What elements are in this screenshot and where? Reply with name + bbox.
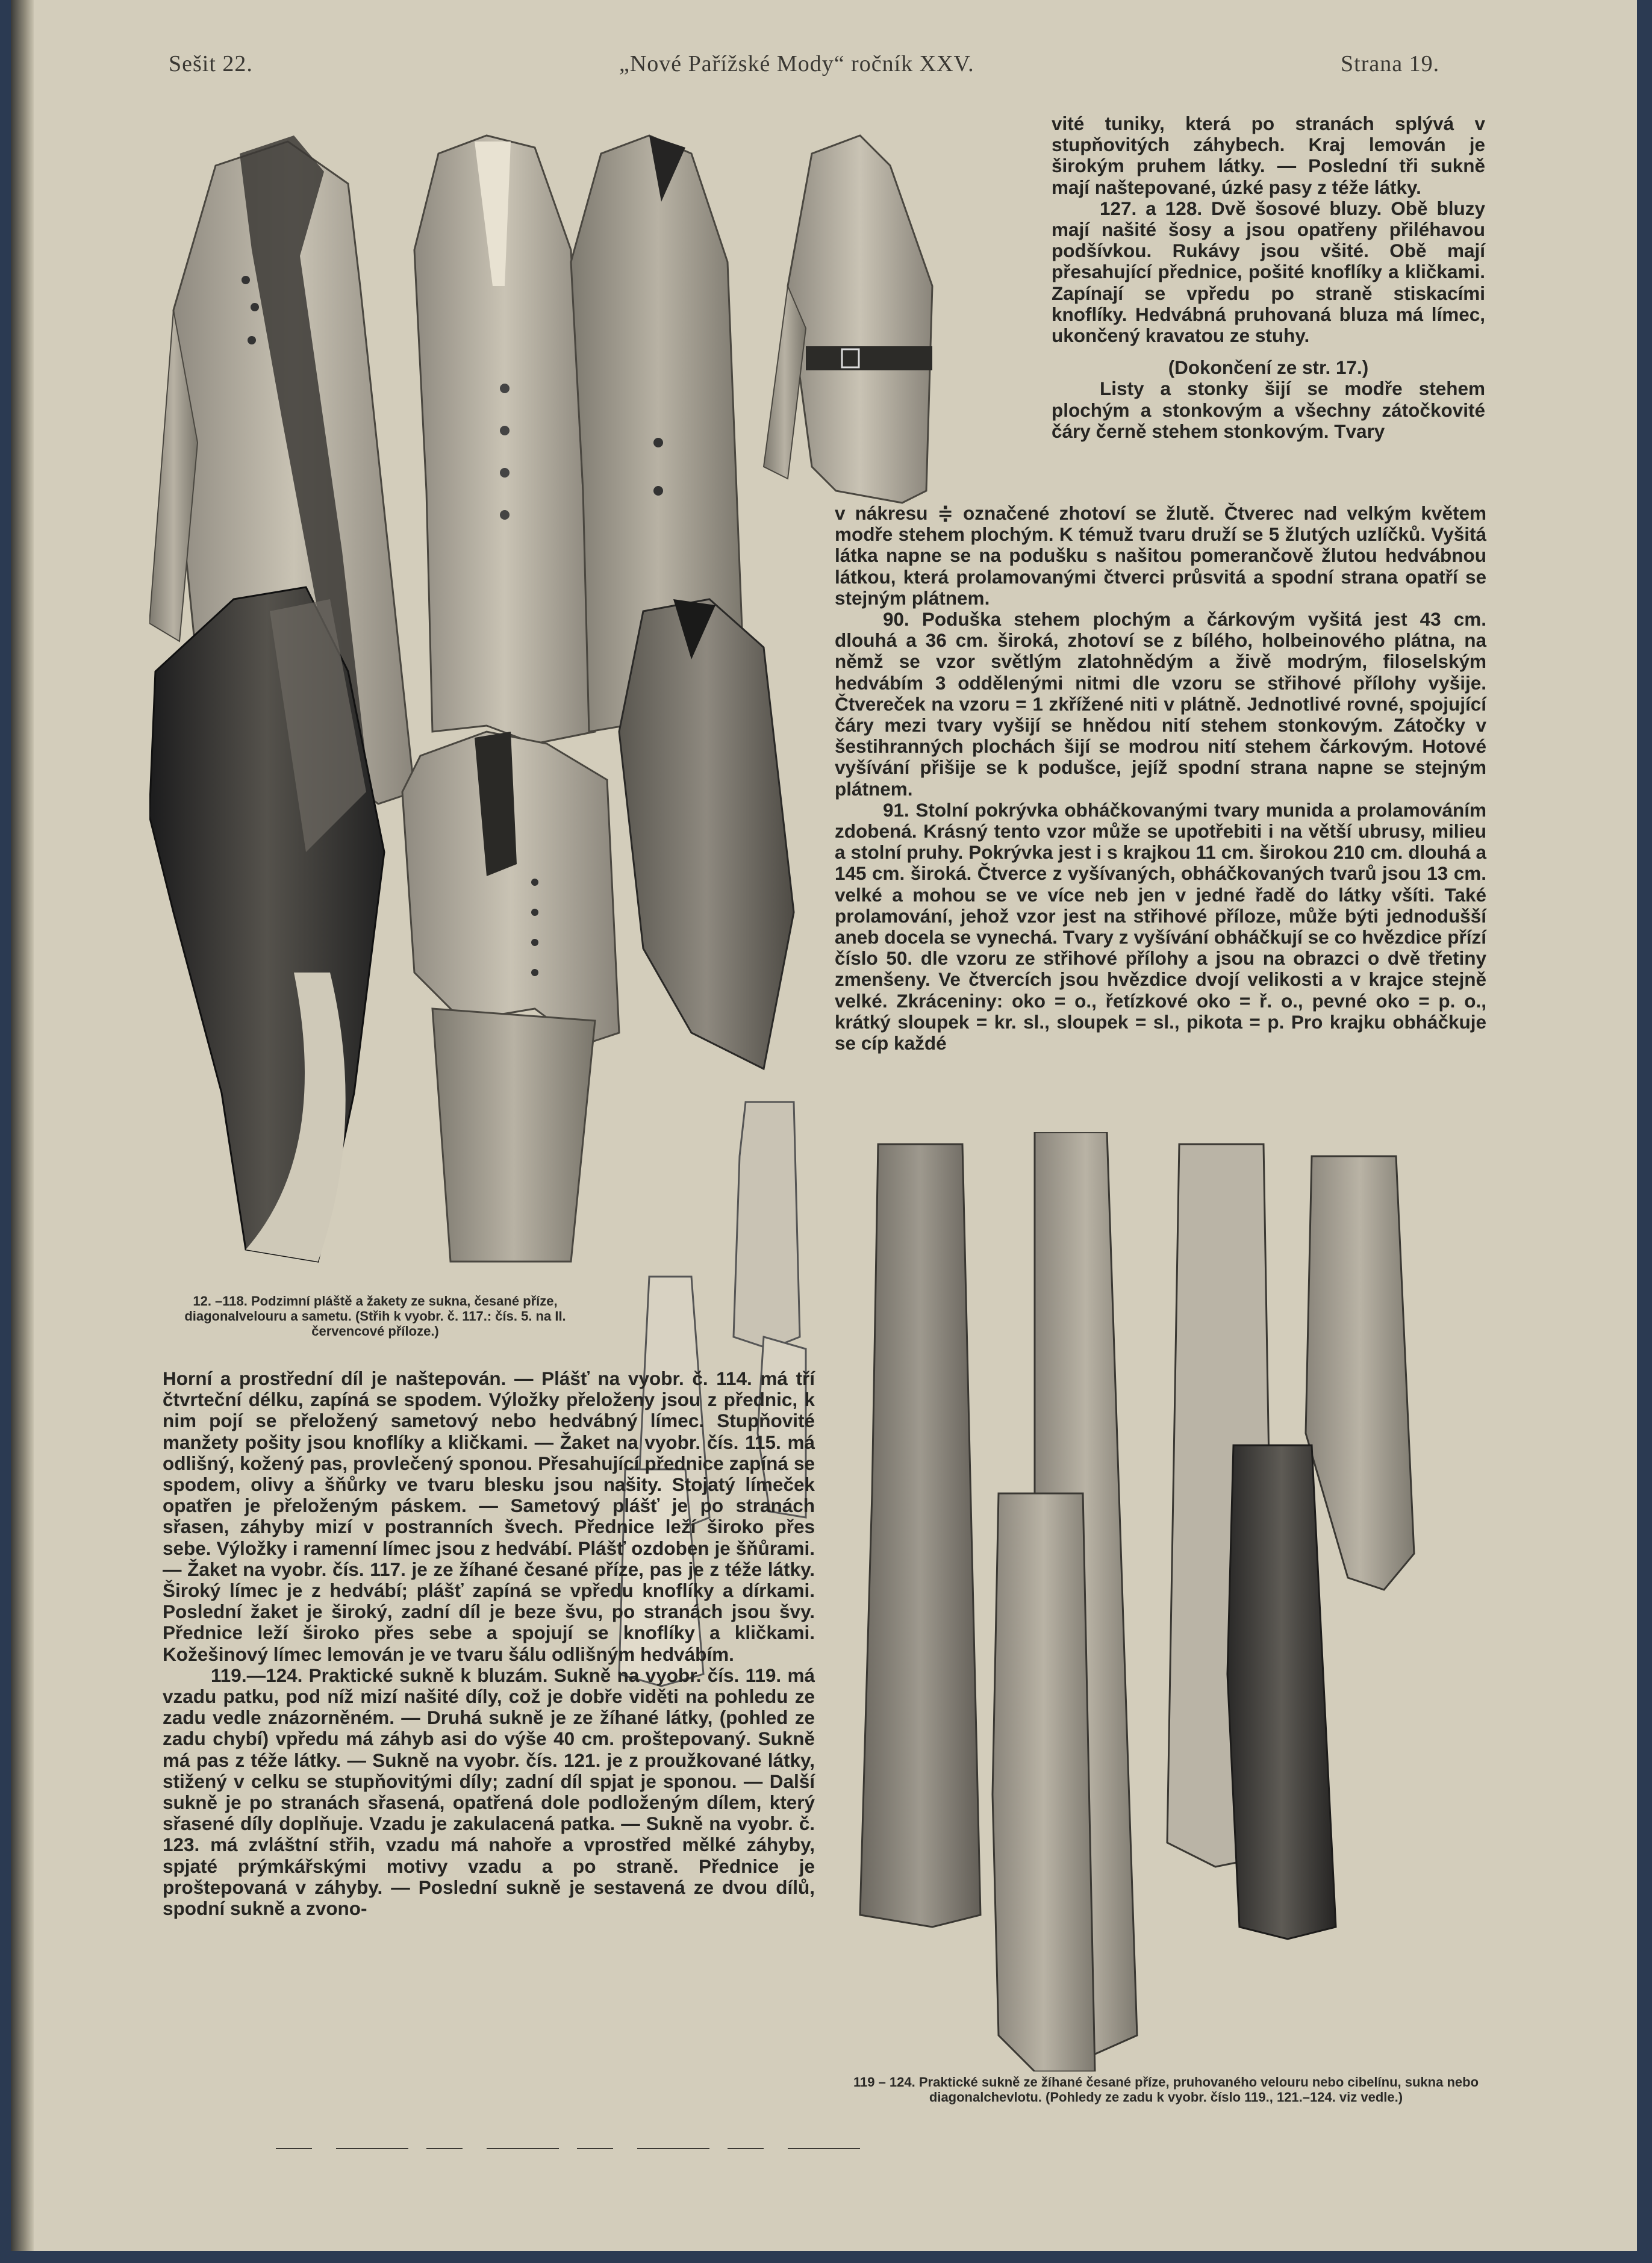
skirt-122-figure xyxy=(1306,1156,1414,1590)
paragraph-tunic: vité tuniky, která po stranách splývá v stupňovitých záhybech. Kraj lemován je širokým pruhem látky. — Poslední tři sukně mají naštepované, úzké pasy z téže látky. xyxy=(1052,113,1485,198)
paragraph-blouses: 127. a 128. Dvě šosové bluzy. Obě bluzy mají našité šosy a jsou opatřeny přiléhavou podšívkou. Rukávy jsou všité. Obě mají přesahující přednice, pošité knoflíky a kličkami. Zapínají se vpředu po straně stiskacími knoflíky. Hedvábná pruhovaná bluza má límec, ukončený kravatou ze stuhy. xyxy=(1052,197,1485,347)
skirts-illustration xyxy=(854,1132,1492,2072)
paragraph-skirts-desc: 119.—124. Praktické sukně k bluzám. Sukně na vyobr. čís. 119. má vzadu patku, pod níž mizí našité díly, což je dobře viděti na pohledu ze zadu vedle znázorněném. — Druhá sukně je ze žíhané látky, (pohled ze zadu chybí) vpředu má záhyb asi do výše 40 cm. proštepovaný. Sukně má pas z téže látky. — Sukně na vyobr. čís. 121. je z proužkované látky, stižený v celku se stupňovitými díly; zadní díl spjat je sponou. — Další sukně je po stranách sřasená, opatřená dole podloženým dílem, který sřasené díly doplňuje. Vzadu je zakulacená patka. — Sukně na vyobr. č. 123. má zvláštní střih, vzadu má nahoře a vprostřed mělké záhyby, spjaté prýmkářskými motivy vzadu a po straně. Přednice je proštepovaná v záhyby. — Poslední sukně je sestavená ze dvou dílů, spodní sukně a zvono- xyxy=(163,1664,815,1920)
coat-long-light-figure xyxy=(414,135,595,744)
continuation-note: (Dokončení ze str. 17.) xyxy=(1168,356,1369,379)
decorative-bottom-rule xyxy=(276,2147,878,2150)
skirt-119-figure xyxy=(860,1144,980,1927)
skirt-123-figure xyxy=(993,1493,1095,2072)
header-issue: Sešit 22. xyxy=(169,51,253,76)
paragraph-pillow: 90. Poduška stehem plochým a čárkovým vyšitá jest 43 cm. dlouhá a 36 cm. široká, zhotoví se z bílého, holbeinového plátna, na němž se vzor světlým zlatohnědým a živě modrým, filoselským hedvábím 3 oddělenými nitmi dle vzoru se střihové přílohy vyšije. Čtvereček na vzoru = 1 zkřížené niti v plátně. Jednotlivé rovné, spojující čáry mezi tvary vyšijí se hnědou nití stehem stonkovým. Zátočky v šestihranných plochách šijí se modrou nití stehem čárkovým. Hotové vyšívání přišije se k podušce, jejíž spodní strana napne se stejným plátnem. xyxy=(835,608,1486,800)
left-column-text xyxy=(163,1368,815,1919)
page xyxy=(11,0,1637,2251)
coat-velvet-dark-figure xyxy=(149,587,384,1262)
header-title: „Nové Pařížské Mody“ ročník XXV. xyxy=(619,51,974,76)
header-page: Strana 19. xyxy=(1341,51,1440,76)
jacket-skirt-light-figure xyxy=(402,732,619,1262)
caption-skirts: 119 – 124. Praktické sukně ze žíhané česané příze, pruhovaného velouru nebo cibelínu, sukna nebo diagonalchevlotu. (Pohledy ze zadu k vyobr. číslo 119., 121.–124. viz vedle.) xyxy=(853,2075,1479,2105)
binding-edge xyxy=(11,0,34,2251)
right-column-wide-text xyxy=(835,503,1486,1054)
caption-coats: 12. –118. Podzimní pláště a žakety ze sukna, česané příze, diagonalvelouru a sametu. (Střih k vyobr. č. 117.: čís. 5. na II. červencové příloze.) xyxy=(184,1293,566,1339)
paragraph-coats-desc: Horní a prostřední díl je naštepován. — Plášť na vyobr. č. 114. má tří čtvrteční délku, zapíná se spodem. Výložky přeloženy jsou z přednic, k nim pojí se přeložený sametový nebo hedvábný límec. Stupňovité manžety pošity jsou knoflíky a kličkami. — Žaket na vyobr. čís. 115. má odlišný, kožený pas, provlečený sponou. Přesahující přednice zapíná se spodem, olivy a šňůrky ve tvaru blesku jsou našity. Stojatý límeček opatřen je přeloženým páskem. — Sametový plášť je po stranách sřasen, záhyby mizí v postranních švech. Přednice leží široko přes sebe. Výložky i ramenní límec jsou z hedvábí. Plášť ozdoben je šňůrami. — Žaket na vyobr. čís. 117. je ze žíhané česané příze, pas je z téže látky. Široký límec je z hedvábí; plášť zapíná se vpředu knoflíky a dírkami. Poslední žaket je široký, zadní díl je beze švu, po stranách jsou švy. Přednice leží široko přes sebe a spojují se knoflíky a kličkami. Kožešinový límec lemován je ve tvaru šálu odlišným hedvábím. xyxy=(163,1368,815,1665)
paragraph-tablecloth: 91. Stolní pokrývka obháčkovanými tvary munida a prolamováním zdobená. Krásný tento vzor může se upotřebiti i na větší ubrusy, milieu a stolní pruhy. Pokrývka jest i s krajkou 11 cm. širokou 210 cm. dlouhá a 145 cm. široká. Čtverce z vyšívaných, obháčkovaných tvarů jsou 13 cm. velké a mohou se ve více neb jen v jedné řadě do látky všíti. Také prolamování, jehož vzor jest na střihové příloze, může býti jednodušší aneb docela se vynechá. Tvary z vyšívání obháčkují se co hvězdice přízí číslo 50. dle vzoru ze střihové přílohy a jsou na obrazci o dvě třetiny zmenšeny. Ve čtvercích jsou hvězdice dvojí velikosti a v krajce stejně velké. Zkráceniny: oko = o., řetízkové oko = ř. o., pevné oko = p. o., krátký sloupek = kr. sl., sloupek = sl., pikota = p. Pro krajku obháčkuje se cíp každé xyxy=(835,798,1486,1054)
jacket-tails-figure xyxy=(619,599,794,1069)
skirt-124-figure xyxy=(1227,1445,1336,1939)
paragraph-leaves-a: Listy a stonky šijí se modře stehem plochým a stonkovým a všechny zátočkovité čáry černě stehem stonkovým. Tvary xyxy=(1052,378,1485,442)
jacket-belted-figure xyxy=(764,135,932,503)
right-column-top-text xyxy=(1052,113,1485,442)
paragraph-leaves-b: v nákresu ≑ označené zhotoví se žlutě. Čtverec nad velkým květem modře stehem plochým. K témuž tvaru druží se 5 žlutých uzlíčků. Vyšitá látka napne se na podušku s našitou pomerančově žlutou hedvábnou látkou, která prolamovanými čtverci průsvitá a spodní strana opatří se stejným plátnem. xyxy=(835,502,1486,609)
